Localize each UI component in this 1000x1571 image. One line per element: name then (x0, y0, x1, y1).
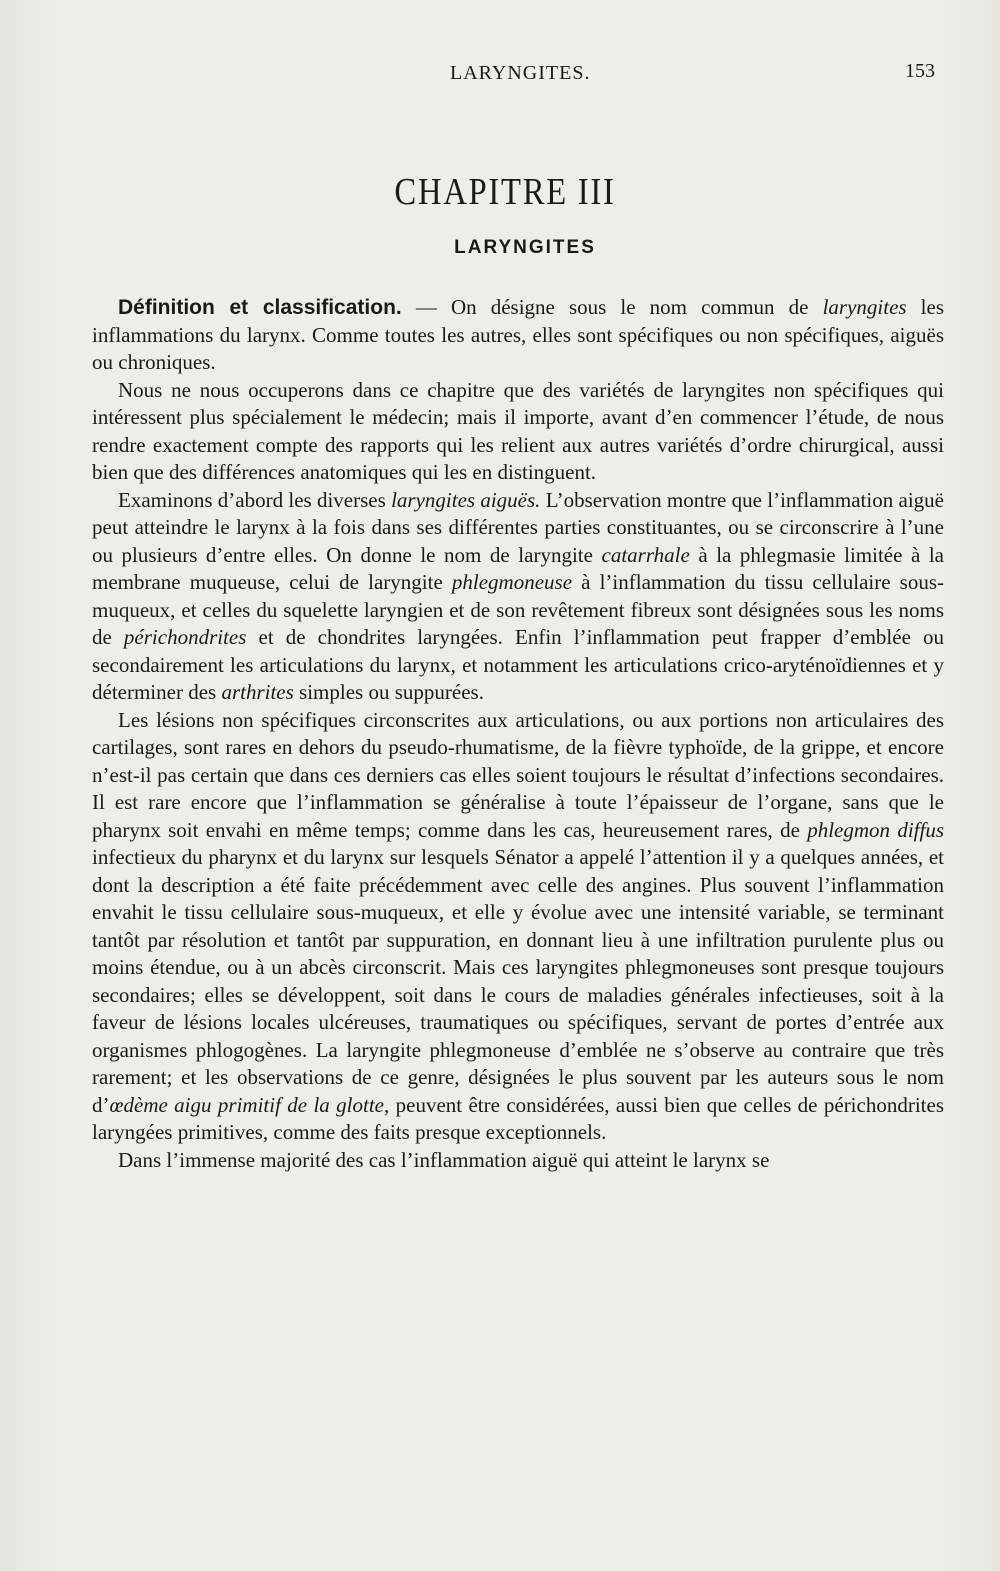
paragraph-lesions (92, 707, 944, 1147)
paragraph-text: et de chondrites laryngées. Enfin l’inflammation peut frapper d’emblée ou secondairement les articulations du larynx, et notamment les articulations crico-aryténoïdiennes et y déterminer des (92, 625, 944, 704)
paragraph-text: Nous ne nous occuperons dans ce chapitre que des variétés de laryngites non spécifiques qui intéressent plus spécialement le médecin; mais il importe, avant d’en commencer l’étude, de nous rendre exactement compte des rapports qui les relient aux autres variétés d’ordre chirurgical, aussi bien que des différences anatomiques qui les en distinguent. (92, 377, 944, 484)
paragraph-definition (92, 294, 944, 377)
italic-term: catarrhale (601, 542, 690, 567)
paragraph-text: Les lésions non spécifiques circonscrites aux articulations, ou aux portions non articulaires des cartilages, sont rares en dehors du pseudo-rhumatisme, de la fièvre typhoïde, de la grippe, et encore n’est-il pas certain que dans ces derniers cas elles soient toujours le résultat d’infections secondaires. Il est rare encore que l’inflammation se généralise à toute l’épaisseur de l’organe, sans que le pharynx soit envahi en même temps; comme dans les cas, heureusement rares, de (92, 707, 944, 842)
chapter-title: CHAPITRE III (394, 171, 616, 213)
running-title: LARYNGITES. (450, 62, 591, 84)
paragraph-text: L’observation montre que l’inflammation aiguë peut atteindre le larynx à la fois dans ses différentes parties constituantes, ou se circonscrire à l’une ou plusieurs d’entre elles. On donne le nom de laryngite (92, 487, 944, 567)
paragraph-text: à la phlegmasie limitée à la membrane muqueuse, celui de laryngite (92, 542, 945, 594)
paragraph-text: infectieux du pharynx et du larynx sur lesquels Sénator a appelé l’attention il y a quelques années, et dont la description a été faite précédemment avec celle des angines. Plus souvent l’inflammation envahit le tissu cellulaire sous-muqueux, et elle y évolue avec une intensité variable, se terminant tantôt par résolution et tantôt par suppuration, en donnant lieu à une infiltration purulente plus ou moins étendue, ou à un abcès circonscrit. Mais ces laryngites phlegmoneuses sont presque toujours secondaires; elles se développent, soit dans le cours de maladies générales infectieuses, soit à la faveur de lésions locales ulcéreuses, traumatiques ou spécifiques, servant de portes d’entrée aux organismes phlogogènes. La laryngite phlegmoneuse d’emblée ne s’observe au contraire que très rarement; et les observations de ce genre, désignées le plus souvent par les auteurs sous le nom d’ (92, 845, 944, 1117)
italic-term: laryngites aiguës. (391, 487, 541, 512)
paragraph-text: à l’inflammation du tissu cellulaire sous-muqueux, et celles du squelette laryngien et de son revêtement fibreux sont désignées sous les noms de (92, 570, 944, 649)
paragraph-text: Examinons d’abord les diverses (118, 487, 392, 512)
italic-term: périchondrites (123, 625, 247, 649)
italic-term: arthrites (221, 680, 294, 704)
paragraph-text: Dans l’immense majorité des cas l’inflammation aiguë qui atteint le larynx se (118, 1147, 770, 1172)
page-header (0, 58, 1000, 88)
page-number: 153 (905, 60, 935, 82)
body-text (92, 294, 944, 1174)
paragraph-text: — On désigne sous le nom commun de (401, 295, 823, 319)
inline-heading: Définition et classification. (118, 296, 402, 319)
italic-term: phlegmoneuse (451, 570, 573, 594)
paragraph-text: simples ou suppurées. (293, 680, 484, 704)
paragraph-acute-laryngitis (92, 487, 944, 707)
paragraph-text: , peuvent être considérées, aussi bien que celles de périchondrites laryngées primitives, comme des faits presque exceptionnels. (92, 1092, 944, 1144)
italic-term: phlegmon diffus (807, 817, 944, 842)
paragraph-text: les inflammations du larynx. Comme toutes les autres, elles sont spécifiques ou non spécifiques, aiguës ou chroniques. (92, 295, 945, 374)
section-title: LARYNGITES (454, 237, 596, 258)
italic-term: laryngites (822, 295, 907, 319)
italic-term: œdème aigu primitif de la glotte (109, 1092, 385, 1117)
paragraph-majority (92, 1147, 944, 1175)
paragraph-scope (92, 377, 944, 487)
